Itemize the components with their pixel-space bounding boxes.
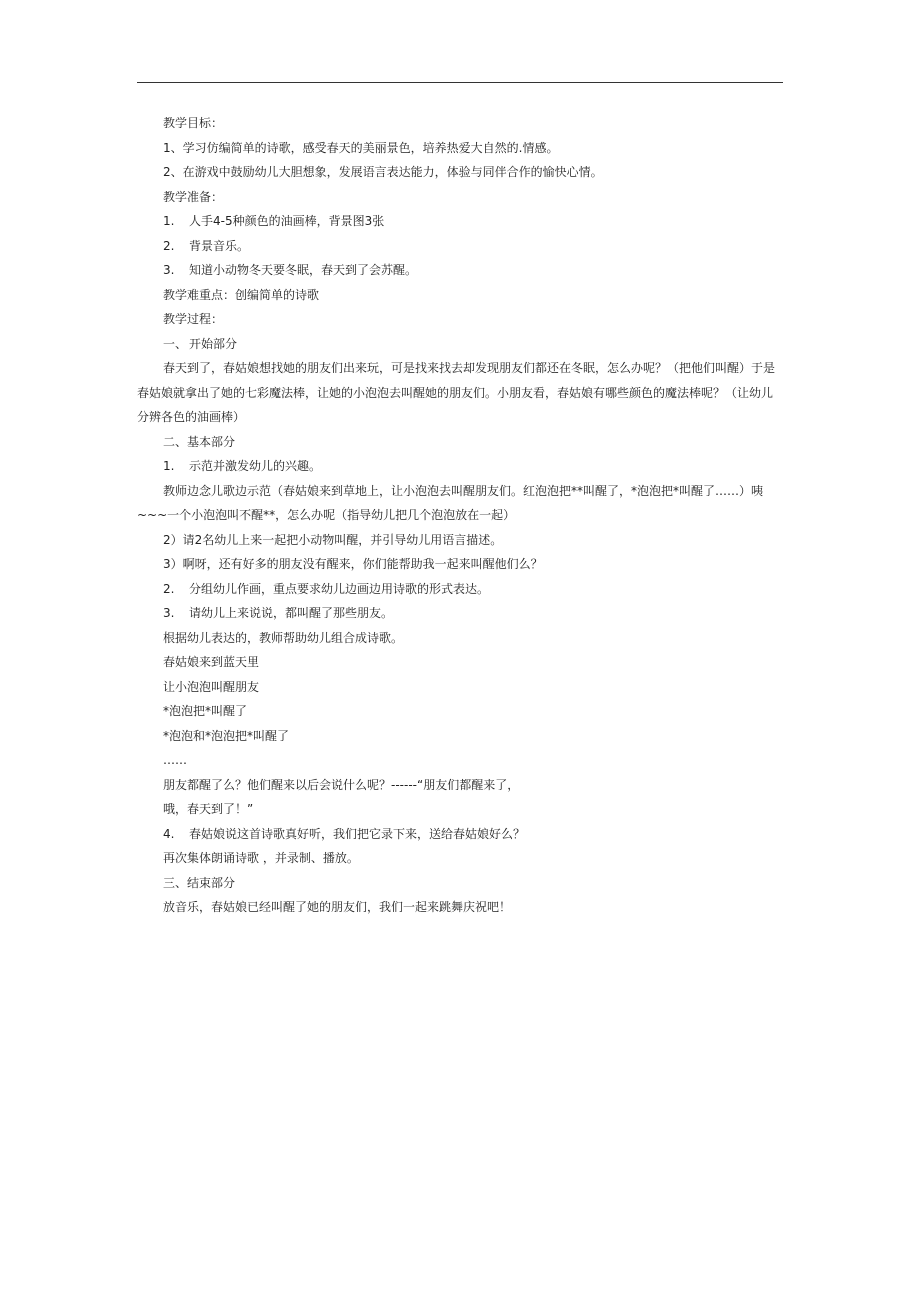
paragraph-heading-prep: 教学准备： — [163, 189, 224, 204]
paragraph-story-intro: 春天到了，春姑娘想找她的朋友们出来玩，可是找来找去却发现朋友们都还在冬眠，怎么办呢？（把他们叫醒）于是春姑娘就拿出了她的七彩魔法棒，让她的小泡泡去叫醒她的朋友们。小朋友看，春姑娘有哪些颜色的魔法棒呢？（让幼儿分辨各色的油画棒） — [137, 361, 776, 424]
paragraph-goal-1: 1、学习仿编简单的诗歌，感受春天的美丽景色，培养热爱大自然的.情感。 — [163, 140, 559, 155]
list-number: 4. — [163, 826, 175, 841]
list-text: 知道小动物冬天要冬眠，春天到了会苏醒。 — [189, 263, 418, 277]
paragraph-heading-goals: 教学目标： — [163, 116, 224, 130]
header-rule — [137, 82, 783, 83]
list-number: 2. — [163, 581, 175, 596]
list-text: 春姑娘说这首诗歌真好听，我们把它录下来，送给春姑娘好么？ — [189, 826, 526, 841]
list-text: 请幼儿上来说说，都叫醒了那些朋友。 — [189, 606, 394, 620]
paragraph-demo: 教师边念儿歌边示范（春姑娘来到草地上，让小泡泡去叫醒朋友们。红泡泡把**叫醒了，*泡泡把*叫醒了……）咦~~~一个小泡泡叫不醒**，怎么办呢（指导幼儿把几个泡泡放在一起） — [137, 483, 764, 522]
list-item-prep-3 — [137, 258, 783, 283]
paragraph-step-2: 2）请2名幼儿上来一起把小动物叫醒，并引导幼儿用语言描述。 — [163, 532, 503, 547]
paragraph-goal-2: 2、在游戏中鼓励幼儿大胆想象，发展语言表达能力，体验与同伴合作的愉快心情。 — [163, 165, 603, 179]
list-item-prep-1 — [137, 209, 783, 234]
list-number: 3. — [163, 263, 175, 277]
list-number: 2. — [163, 238, 175, 253]
list-number: 1. — [163, 459, 175, 473]
poem-line-1: 春姑娘来到蓝天里 — [163, 655, 260, 669]
list-text: 分组幼儿作画，重点要求幼儿边画边用诗歌的形式表达。 — [189, 581, 490, 596]
list-number: 一、 — [163, 336, 188, 351]
poem-line-2: 让小泡泡叫醒朋友 — [163, 679, 260, 694]
paragraph-spring-arrived: 哦，春天到了！” — [163, 802, 254, 816]
paragraph-step-3: 3）啊呀，还有好多的朋友没有醒来，你们能帮助我一起来叫醒他们么？ — [163, 557, 543, 571]
paragraph-heading-process: 教学过程： — [163, 312, 224, 326]
paragraph-recite: 再次集体朗诵诗歌 ，并录制、播放。 — [163, 851, 359, 865]
section-heading-end: 三、结束部分 — [163, 875, 236, 890]
paragraph-friends-awake: 朋友都醒了么？他们醒来以后会说什么呢？------“朋友们都醒来了， — [163, 777, 520, 792]
section-heading-start — [137, 332, 783, 357]
list-item-basic-1 — [137, 454, 783, 479]
list-item-prep-2 — [137, 234, 783, 259]
poem-line-3: *泡泡把*叫醒了 — [163, 704, 248, 718]
section-heading-basic: 二、基本部分 — [163, 434, 236, 449]
list-number: 3. — [163, 606, 175, 620]
poem-line-4: *泡泡和*泡泡把*叫醒了 — [163, 728, 290, 743]
list-number: 1. — [163, 214, 175, 228]
document-body — [137, 111, 783, 920]
paragraph-key-points: 教学难重点：创编简单的诗歌 — [163, 287, 320, 302]
paragraph-ending: 放音乐，春姑娘已经叫醒了她的朋友们，我们一起来跳舞庆祝吧！ — [163, 900, 512, 914]
list-text: 人手4-5种颜色的油画棒，背景图3张 — [189, 214, 385, 228]
paragraph-combine: 根据幼儿表达的，教师帮助幼儿组合成诗歌。 — [163, 630, 404, 645]
list-item-basic-4 — [137, 822, 783, 847]
list-text: 示范并激发幼儿的兴趣。 — [189, 459, 322, 473]
list-item-basic-3 — [137, 601, 783, 626]
list-text: 开始部分 — [189, 336, 238, 351]
list-text: 背景音乐。 — [189, 238, 250, 253]
poem-ellipsis: …… — [163, 753, 187, 767]
list-item-basic-2 — [137, 577, 783, 602]
